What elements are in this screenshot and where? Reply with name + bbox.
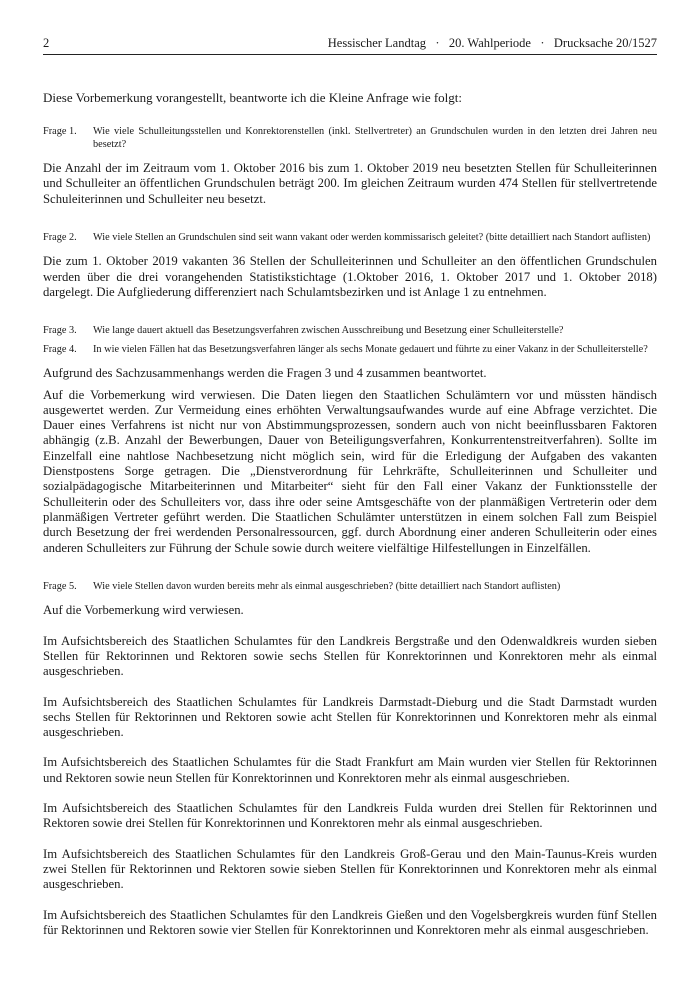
region-paragraph: Im Aufsichtsbereich des Staatlichen Schulamtes für den Landkreis Fulda wurden drei Stellen für Rektorinnen und Rektoren sowie drei Stellen für Konrektorinnen und Konrektoren mehr als einmal ausgeschrieben. [43, 801, 657, 831]
question-4 [43, 344, 657, 357]
question-text: In wie vielen Fällen hat das Besetzungsverfahren länger als sechs Monate gedauert und führte zu einer Vakanz in der Schulleiterstelle? [93, 343, 648, 355]
answer-2: Die zum 1. Oktober 2019 vakanten 36 Stellen der Schulleiterinnen und Schulleiter an den öffentlichen Grundschulen werden über die drei vorangehenden Statistikstichtage (1.Oktober 2016, 1. Oktober 2017 und 1. Oktober 2018) dargelegt. Die Aufgliederung differenziert nach Schulamtsbezirken und ist Anlage 1 zu entnehmen. [43, 254, 657, 299]
question-label: Frage 2. [43, 231, 77, 243]
question-5 [43, 581, 657, 594]
question-text: Wie lange dauert aktuell das Besetzungsverfahren zwischen Ausschreibung und Besetzung einer Schulleiterstelle? [93, 325, 564, 337]
question-2 [43, 232, 657, 245]
question-text: Wie viele Schulleitungsstellen und Konrektorenstellen (inkl. Stellvertreter) an Grundschulen wurden in den letzten drei Jahren neu besetzt? [93, 126, 657, 150]
question-label: Frage 5. [43, 580, 77, 592]
region-paragraph: Im Aufsichtsbereich des Staatlichen Schulamtes für die Stadt Frankfurt am Main wurden vier Stellen für Rektorinnen und Rektoren sowie neun Stellen für Konrektorinnen und Konrektoren mehr als einmal ausgeschrieben. [43, 755, 657, 785]
region-paragraph: Im Aufsichtsbereich des Staatlichen Schulamtes für Landkreis Darmstadt-Dieburg und die Stadt Darmstadt wurden sechs Stellen für Rektorinnen und Rektoren sowie acht Stellen für Konrektorinnen und Konrektoren mehr als einmal ausgeschrieben. [43, 694, 657, 740]
running-header: Hessischer Landtag · 20. Wahlperiode · Drucksache 20/1527 [327, 36, 657, 50]
region-paragraph: Im Aufsichtsbereich des Staatlichen Schulamtes für den Landkreis Bergstraße und den Odenwaldkreis wurden sieben Stellen für Rektorinnen und Rektoren sowie sechs Stellen für Konrektorinnen und Konrektoren mehr als einmal ausgeschrieben. [43, 633, 657, 679]
question-text: Wie viele Stellen an Grundschulen sind seit wann vakant oder werden kommissarisch geleitet? (bitte detailliert nach Standort auflisten) [93, 231, 651, 243]
region-paragraph: Im Aufsichtsbereich des Staatlichen Schulamtes für den Landkreis Groß-Gerau und den Main-Taunus-Kreis wurden zwei Stellen für Rektorinnen und Rektoren sowie sieben Stellen für Konrektorinnen und Konrektoren mehr als einmal ausgeschrieben. [43, 846, 657, 892]
question-label: Frage 1. [43, 126, 77, 137]
intro-text: Diese Vorbemerkung vorangestellt, beantworte ich die Kleine Anfrage wie folgt: [43, 90, 463, 105]
answer-5-intro: Auf die Vorbemerkung wird verwiesen. [43, 603, 244, 618]
answer-1: Die Anzahl der im Zeitraum vom 1. Oktober 2016 bis zum 1. Oktober 2019 neu besetzten Stellen für Schulleiterinnen und Schulleiter an öffentlichen Grundschulen beträgt 200. Im gleichen Zeitraum wurden 474 Stellen für stellvertretende Schuleiterinnen und Schulleiter neu besetzt. [43, 161, 657, 206]
answer-3-4-intro: Aufgrund des Sachzusammenhangs werden die Fragen 3 und 4 zusammen beantwortet. [43, 366, 487, 381]
page-header [43, 36, 657, 55]
question-1 [43, 126, 657, 151]
region-paragraph: Im Aufsichtsbereich des Staatlichen Schulamtes für den Landkreis Gießen und den Vogelsbergkreis wurden fünf Stellen für Rektorinnen und Rektoren sowie vier Stellen für Konrektorinnen und Konrektoren mehr als einmal ausgeschrieben. [43, 907, 657, 937]
question-label: Frage 3. [43, 325, 77, 337]
document-page [43, 36, 657, 944]
question-label: Frage 4. [43, 343, 77, 355]
question-text: Wie viele Stellen davon wurden bereits mehr als einmal ausgeschrieben? (bitte detailliert nach Standort auflisten) [93, 580, 561, 592]
question-3 [43, 325, 657, 338]
page-number: 2 [43, 36, 50, 50]
answer-3-4: Auf die Vorbemerkung wird verwiesen. Die Daten liegen den Staatlichen Schulämtern vor und müssten händisch ausgewertet werden. Zur Vermeidung eines erhöhten Verwaltungsaufwandes wurde auf eine Abfrage verzichtet. Die Dauer eines Verfahrens ist nicht nur von Abstimmungsprozessen, sondern auch von nicht beeinflussbaren Faktoren abhängig (z.B. Anzahl der Bewerbungen, Dauer von Beteiligungsverfahren, Konkurrentenstreitverfahren). Sollte im Einzelfall eine nahtlose Nachbesetzung nicht möglich sein, wird für die Erledigung der Aufgaben des vakanten Dienstpostens Sorge getragen. Die „Dienstverordnung für Lehrkräfte, Schulleiterinnen und Schulleiter und sozialpädagogische Mitarbeiterinnen und Mitarbeiter“ sieht für den Fall einer Vakanz der Funktionsstelle der Schulleiterin oder des Schulleiters vor, dass ihre oder seine Amtsgeschäfte von der planmäßigen Vertreterin oder dem planmäßigen Vertreter geführt werden. Die Staatlichen Schulämter unterstützen in einem solchen Fall zum Beispiel durch Besetzung der frei werdenden Personalressourcen, ggf. durch Abordnung einer anderen Schulleiterin oder eines anderen Schulleiters zur Führung der Schule sowie durch weitere vielfältige Hilfestellungen in Einzelfällen. [43, 387, 657, 555]
